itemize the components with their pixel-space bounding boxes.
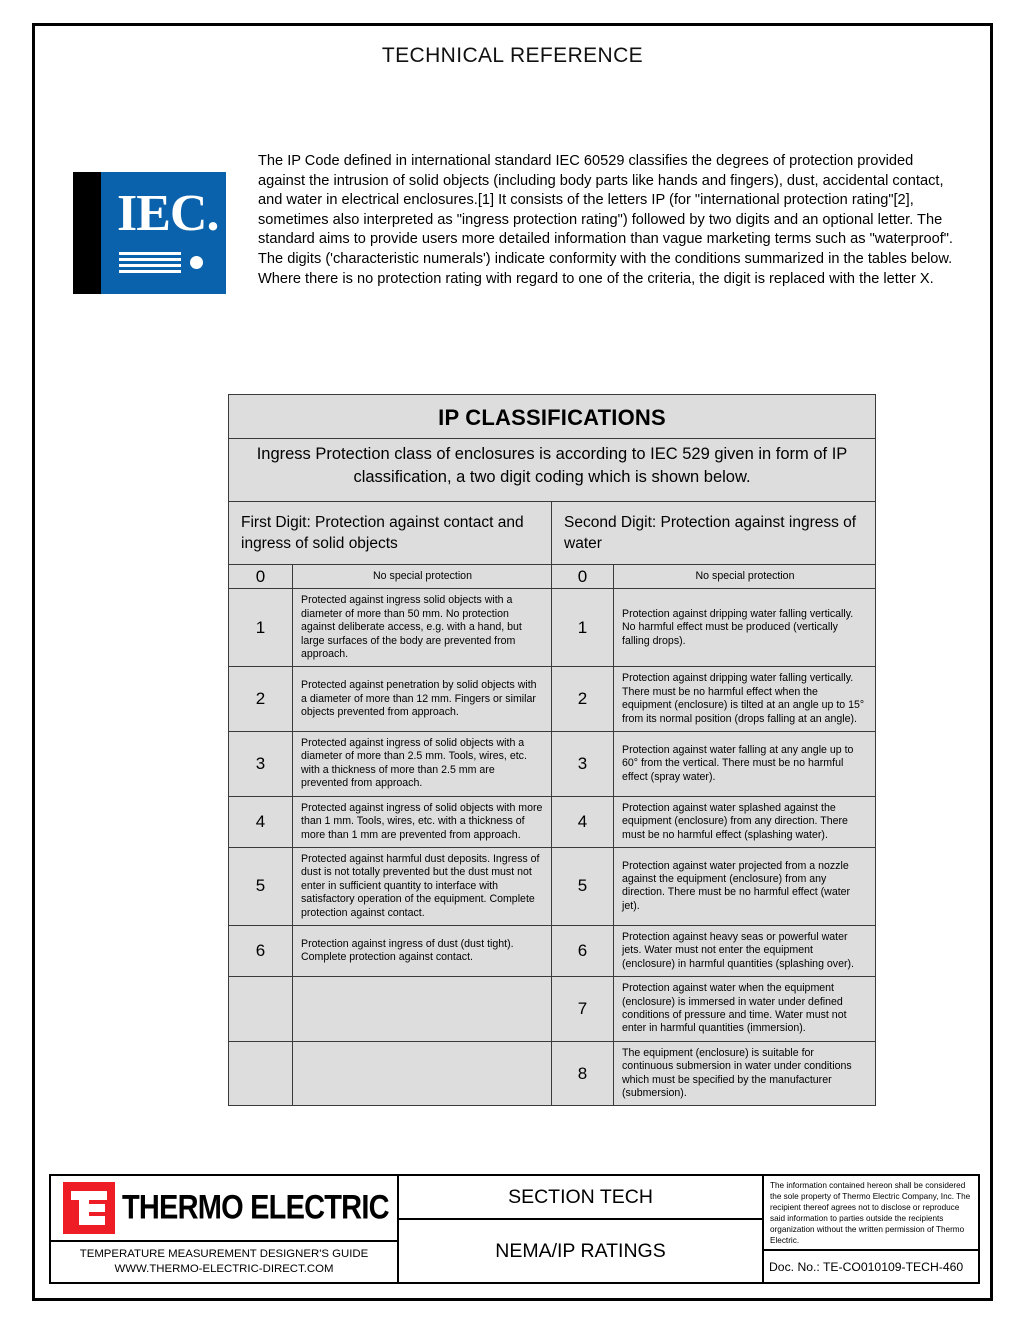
title-block-subject-column — [399, 1176, 764, 1282]
second-digit-description: Protection against dripping water falling vertically. There must be no harmful effect when the equipment (enclosure) is tilted at an angle up to 15° from its normal position (drops falling at an angle). — [614, 667, 876, 732]
first-digit-value: 0 — [229, 565, 293, 589]
page-frame — [32, 23, 993, 1301]
second-digit-header: Second Digit: Protection against ingress of water — [552, 502, 876, 565]
first-digit-description: Protection against ingress of dust (dust tight). Complete protection against contact. — [293, 925, 552, 976]
table-row — [229, 925, 876, 976]
page-title: TECHNICAL REFERENCE — [381, 44, 644, 67]
first-digit-description: Protected against penetration by solid objects with a diameter of more than 12 mm. Fingers or similar objects prevented from approach. — [293, 667, 552, 732]
intro-paragraph: The IP Code defined in international standard IEC 60529 classifies the degrees of protection provided against the intrusion of solid objects (including body parts like hands and fingers), dust, accidental contact, and water in electrical enclosures.[1] It consists of the letters IP (for "international protection rating"[2], sometimes also interpreted as "ingress protection rating") followed by two digits and an optional letter. The standard aims to provide users more detailed information than vague marketing terms such as "waterproof". The digits ('characteristic numerals') indicate conformity with the conditions summarized in the tables below. Where there is no protection rating with regard to one of the criteria, the digit is replaced with the letter X. — [258, 153, 953, 287]
first-digit-description: Protected against ingress of solid objects with more than 1 mm. Tools, wires, etc. with a thickness of more than 1 mm are prevented from approach. — [293, 796, 552, 847]
table-row — [229, 589, 876, 667]
second-digit-description: Protection against water splashed against the equipment (enclosure) from any direction. There must be no harmful effect (splashing water). — [614, 796, 876, 847]
legal-notice: The information contained hereon shall be considered the sole property of Thermo Electric Company, Inc. The recipient thereof agrees not to disclose or reproduce said information to parties outside the recipients organization without the written permission of Thermo Electric. — [764, 1176, 978, 1251]
first-digit-description: No special protection — [293, 565, 552, 589]
table-row — [229, 796, 876, 847]
first-digit-value — [229, 1041, 293, 1106]
title-block — [49, 1174, 980, 1284]
iec-logo-dot — [190, 256, 203, 269]
first-digit-value: 4 — [229, 796, 293, 847]
iec-logo-lines — [119, 252, 181, 276]
table-title: IP CLASSIFICATIONS — [229, 395, 876, 439]
second-digit-description: Protection against water projected from a nozzle against the equipment (enclosure) from any direction. There must be no harmful effect (water jet). — [614, 847, 876, 925]
first-digit-description: Protected against ingress solid objects with a diameter of more than 50 mm. No protection against deliberate access, e.g. with a hand, but large surfaces of the body are prevented from approach. — [293, 589, 552, 667]
table-title-row — [229, 395, 876, 439]
first-digit-description — [293, 1041, 552, 1106]
table-row — [229, 847, 876, 925]
title-block-company-column — [51, 1176, 399, 1282]
second-digit-value: 1 — [552, 589, 614, 667]
table-row — [229, 1041, 876, 1106]
first-digit-header: First Digit: Protection against contact and ingress of solid objects — [229, 502, 552, 565]
second-digit-description: The equipment (enclosure) is suitable for continuous submersion in water under conditions which must be specified by the manufacturer (submersion). — [614, 1041, 876, 1106]
first-digit-value: 3 — [229, 732, 293, 797]
second-digit-description: Protection against heavy seas or powerful water jets. Water must not enter the equipment (enclosure) in harmful quantities (splashing over). — [614, 925, 876, 976]
first-digit-description: Protected against ingress of solid objects with a diameter of more than 2.5 mm. Tools, wires, etc. with a thickness of more than 2.5 mm are prevented from approach. — [293, 732, 552, 797]
second-digit-value: 4 — [552, 796, 614, 847]
first-digit-description — [293, 977, 552, 1042]
second-digit-value: 8 — [552, 1041, 614, 1106]
tagline-line-1: TEMPERATURE MEASUREMENT DESIGNER'S GUIDE — [79, 1248, 369, 1260]
table-subtitle-row — [229, 439, 876, 502]
table-column-header-row — [229, 502, 876, 565]
second-digit-value: 3 — [552, 732, 614, 797]
table-subtitle: Ingress Protection class of enclosures is according to IEC 529 given in form of IP classification, a two digit coding which is shown below. — [229, 439, 876, 502]
table-row — [229, 565, 876, 589]
second-digit-description: No special protection — [614, 565, 876, 589]
tagline-line-2: WWW.THERMO-ELECTRIC-DIRECT.COM — [114, 1263, 334, 1275]
title-block-legal-column — [764, 1176, 978, 1282]
first-digit-value: 1 — [229, 589, 293, 667]
ip-classifications-table — [228, 394, 876, 1106]
second-digit-description: Protection against water falling at any angle up to 60° from the vertical. There must be no harmful effect (spray water). — [614, 732, 876, 797]
first-digit-value: 2 — [229, 667, 293, 732]
second-digit-value: 5 — [552, 847, 614, 925]
table-row — [229, 732, 876, 797]
ip-classifications-table-container — [228, 394, 875, 1106]
iec-logo-text: IEC. — [117, 185, 219, 242]
iec-logo-black-bar — [73, 172, 101, 294]
iec-logo-container — [73, 150, 258, 294]
second-digit-description: Protection against dripping water falling vertically. No harmful effect must be produced (vertically falling drops). — [614, 589, 876, 667]
section-label: SECTION TECH — [399, 1176, 762, 1220]
document-number: Doc. No.: TE-CO010109-TECH-460 — [769, 1260, 964, 1274]
company-tagline — [51, 1242, 397, 1282]
first-digit-description: Protected against harmful dust deposits. Ingress of dust is not totally prevented but the dust must not enter in sufficient quantity to interface with satisfactory operation of the equipment. Complete protection against contact. — [293, 847, 552, 925]
table-row — [229, 667, 876, 732]
second-digit-value: 0 — [552, 565, 614, 589]
company-name: THERMO ELECTRIC — [122, 1188, 389, 1227]
iec-logo-icon — [73, 172, 226, 294]
thermo-electric-mark-icon — [63, 1182, 115, 1234]
first-digit-value — [229, 977, 293, 1042]
first-digit-value: 6 — [229, 925, 293, 976]
intro-block — [73, 150, 963, 294]
ip-table-body — [229, 395, 876, 1106]
second-digit-value: 7 — [552, 977, 614, 1042]
table-row — [229, 977, 876, 1042]
second-digit-value: 2 — [552, 667, 614, 732]
subject-label: NEMA/IP RATINGS — [495, 1239, 666, 1262]
first-digit-value: 5 — [229, 847, 293, 925]
second-digit-description: Protection against water when the equipment (enclosure) is immersed in water under defined conditions of pressure and time. Water must not enter in harmful quantities (immersion). — [614, 977, 876, 1042]
company-logo-row — [51, 1176, 397, 1242]
second-digit-value: 6 — [552, 925, 614, 976]
